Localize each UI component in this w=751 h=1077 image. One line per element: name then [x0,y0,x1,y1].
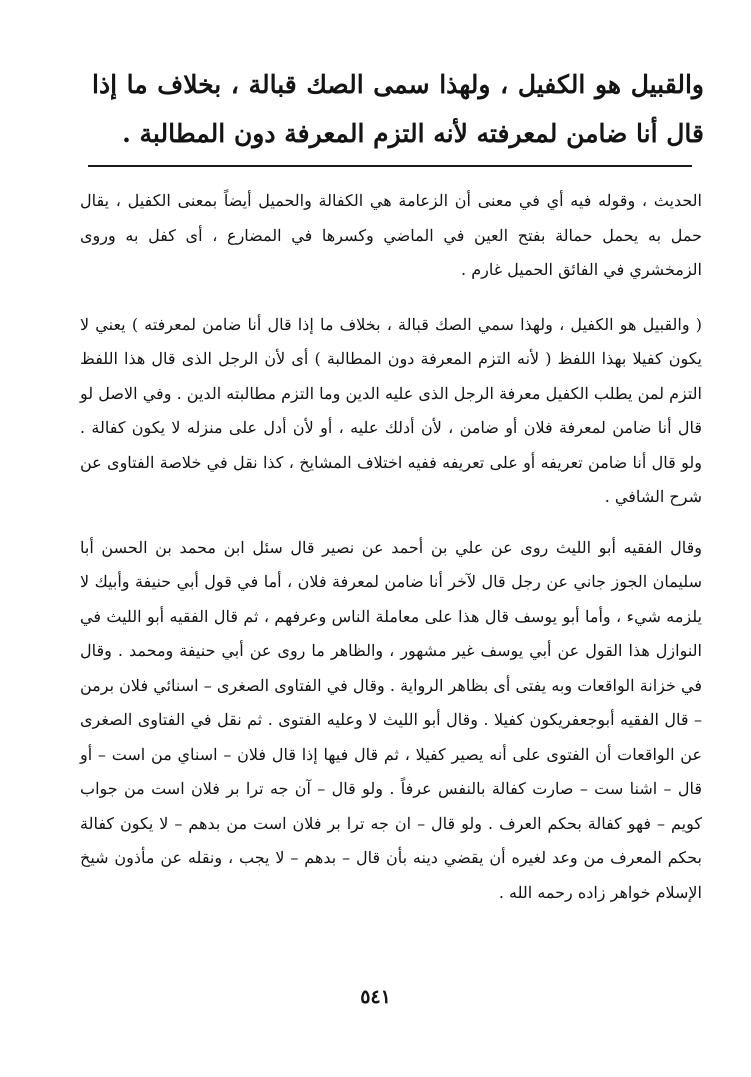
commentary-paragraph: ( والقبيل هو الكفيل ، ولهذا سمي الصك قبالة ، بخلاف ما إذا قال أنا ضامن لمعرفته ) يعني لا يكون كفيلا بهذا اللفظ ( لأنه التزم المعرفة دون المطالبة ) أى لأن الرجل الذى قال هذا اللفظ التزم لمن يطلب الكفيل معرفة الرجل الذى عليه الدين وما التزم مطالبته الدين . وفي الاصل لو قال أنا ضامن لمعرفة فلان أو ضامن ، لأن أدلك عليه ، أو لأن أدل على منزله لا يكون كفالة . ولو قال أنا ضامن تعريفه أو على تعريفه ففيه اختلاف المشايخ ، كذا نقل في خلاصة الفتاوى عن شرح الشافي . [80,314,702,506]
commentary [80,184,702,910]
commentary-paragraph: وقال الفقيه أبو الليث روى عن علي بن أحمد عن نصير قال سئل ابن محمد بن الحسن أبا سليمان الجوز جاني عن رجل قال لآخر أنا ضامن لمعرفة فلان ، أما في قول أبي حنيفة وأبيك لا يلزمه شيء ، وأما أبو يوسف قال هذا على معاملة الناس وعرفهم ، ثم قال الفقيه أبو الليث في النوازل هذا القول عن أبي يوسف غير مشهور ، والظاهر ما روى عن أبي حنيفة ومحمد . وقال في خزانة الواقعات وبه يفتى أى بظاهر الرواية . وقال في الفتاوى الصغرى – اسنائي فلان برمن – قال الفقيه أبوجعفريكون كفيلا . وقال أبو الليث لا وعليه الفتوى . ثم نقل في الفتاوى الصغرى عن الواقعات أن الفتوى على أنه يصير كفيلا ، ثم قال فيها إذا قال فلان – اسناي من است – أو قال – اشنا ست – صارت كفالة بالنفس عرفاً . ولو قال – آن جه ترا بر فلان است من جواب كويم – فهو كفالة بحكم العرف . ولو قال – ان جه ترا بر فلان است من بدهم – لا يكون كفالة بحكم المعرف من وعد لغيره أن يقضي دينه بأن قال – بدهم – لا يجب ، ونقله عن مأذون شيخ الإسلام خواهر زاده رحمه الله . [80,537,703,902]
commentary-paragraph: الحديث ، وقوله فيه أي في معنى أن الزعامة هي الكفالة والحميل أيضاً بمعنى الكفيل ، يقال حمل به يحمل حمالة بفتح العين في الماضي وكسرها في المضارع ، أى كفل به وروى الزمخشري في الفائق الحميل غارم . [80,191,702,279]
separator-line [88,165,692,167]
main-text: والقبيل هو الكفيل ، ولهذا سمى الصك قبالة ، بخلاف ما إذا قال أنا ضامن لمعرفته لأنه التزم المعرفة دون المطالبة . [92,70,704,148]
page-number: ٥٤١ [360,986,391,1008]
